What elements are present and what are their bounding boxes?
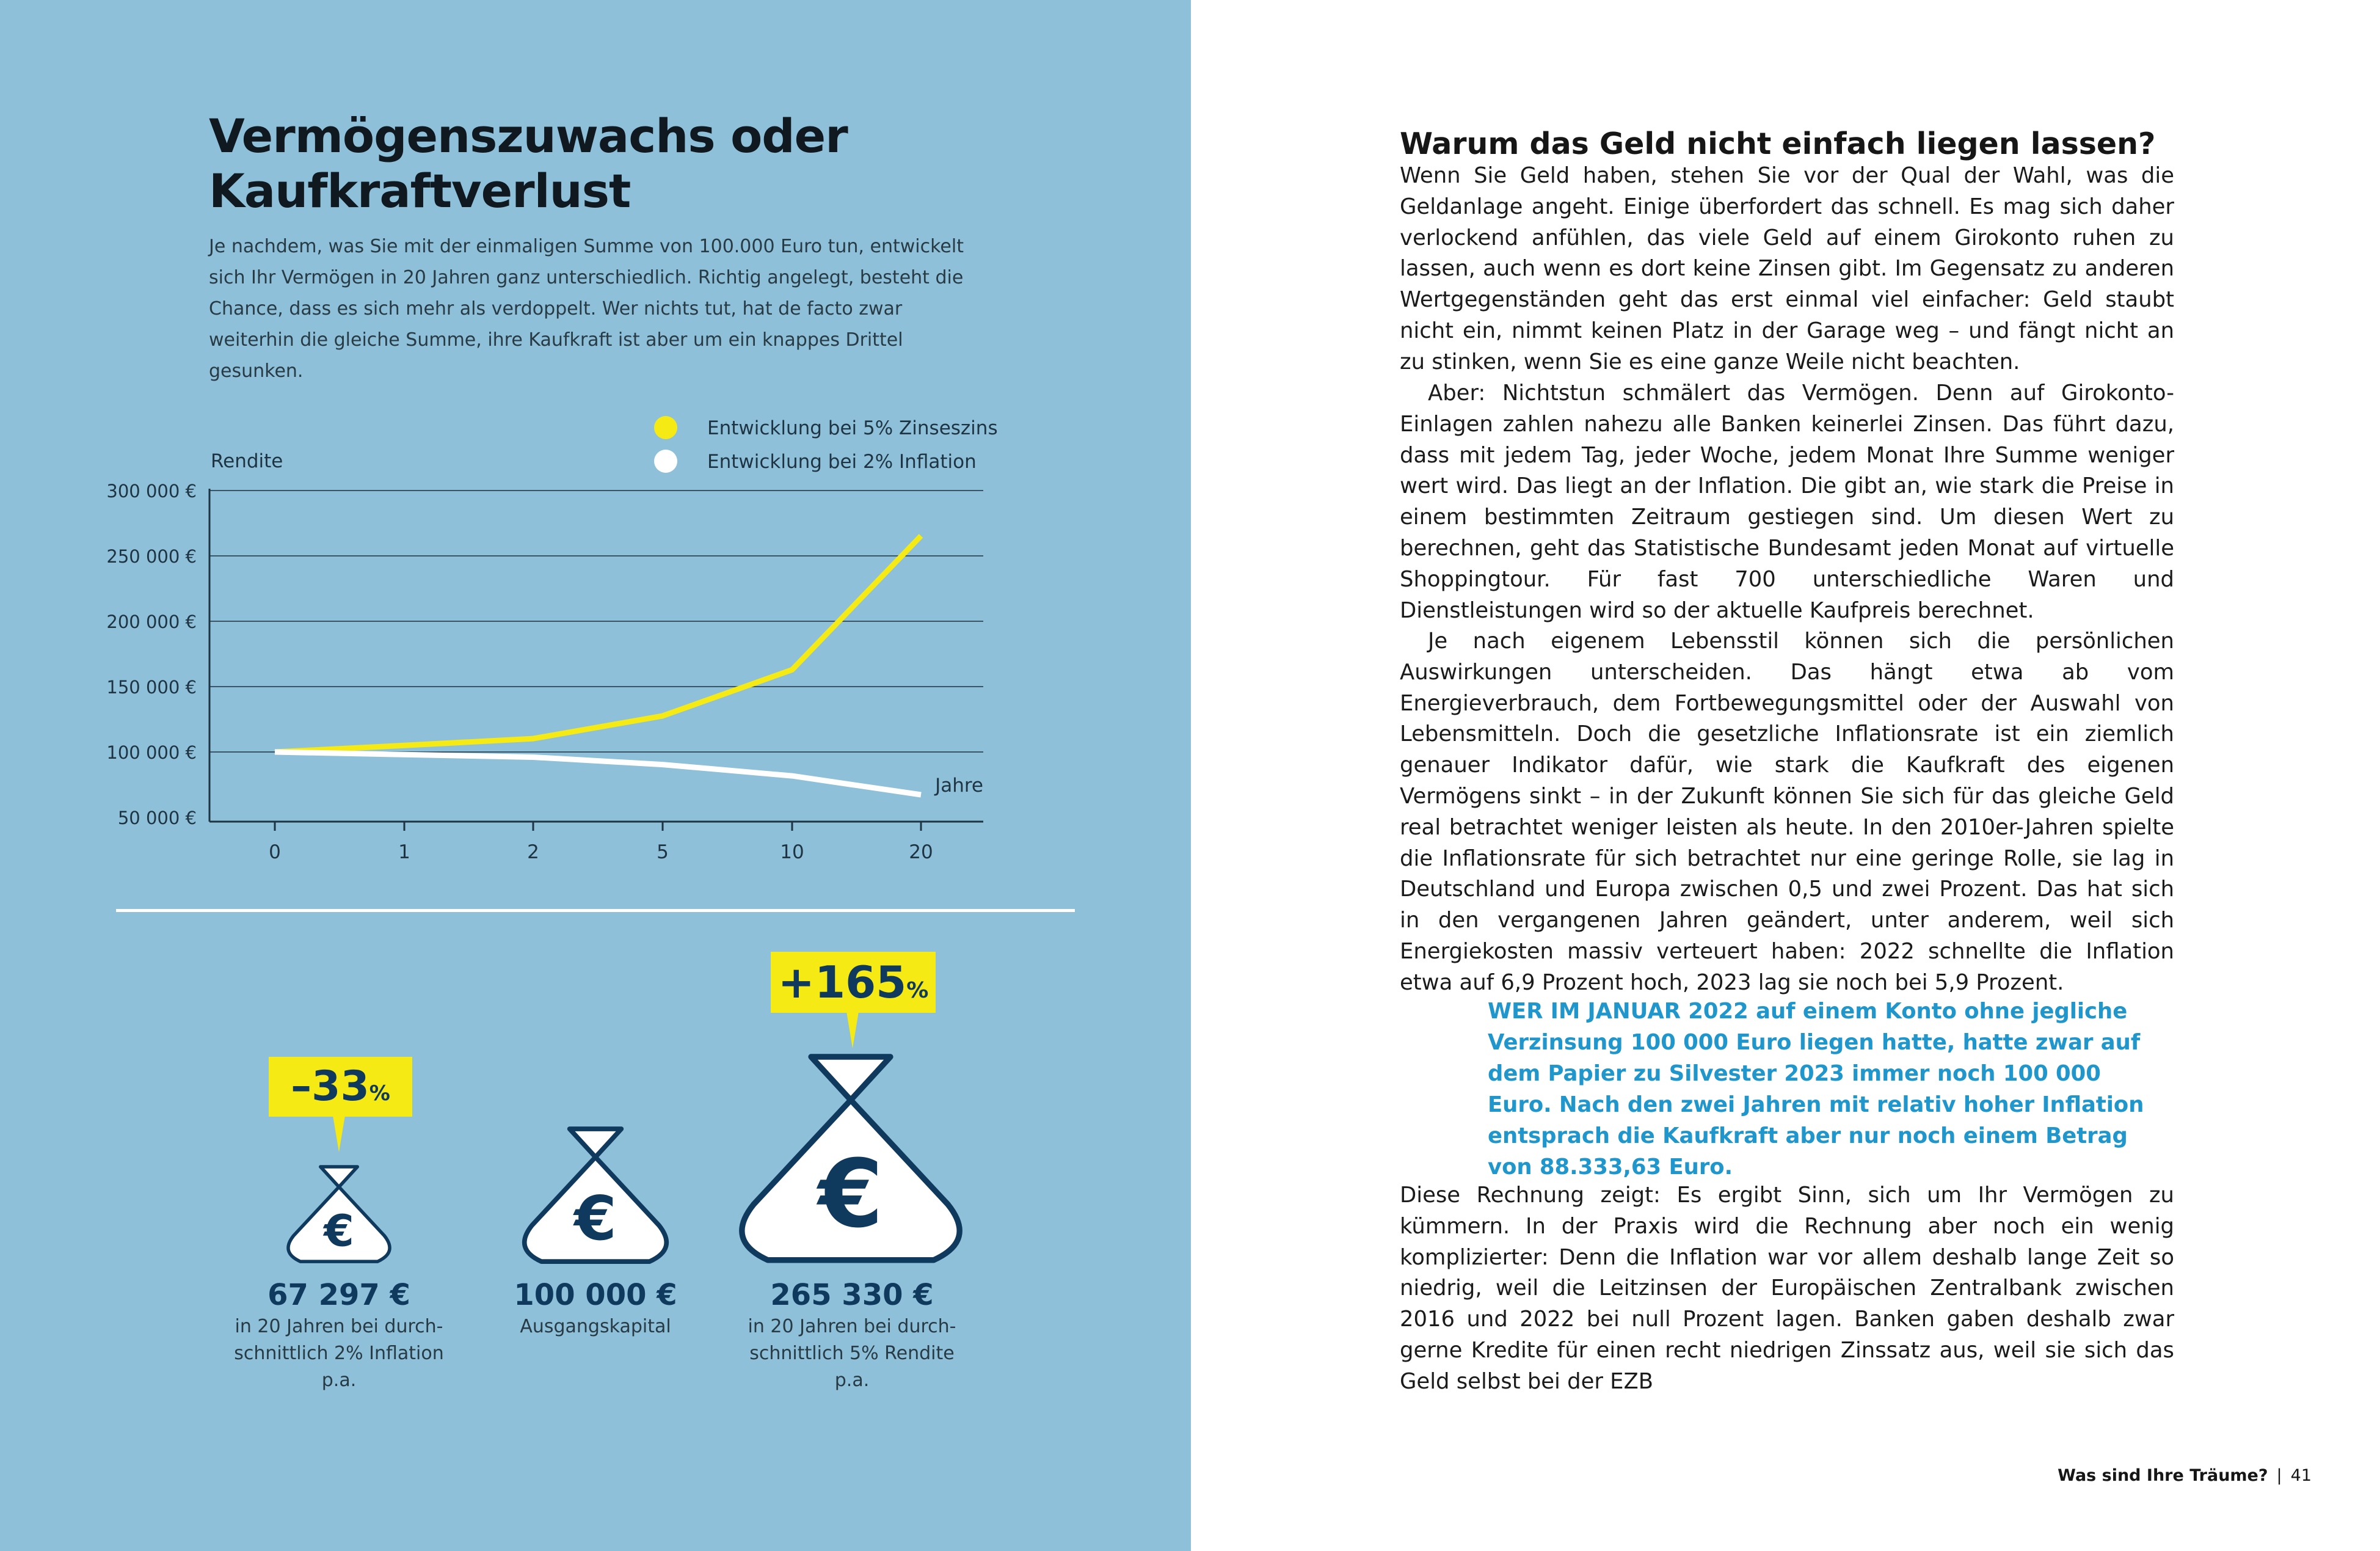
stat-return-caption-2: schnittlich 5% Rendite p.a. [749, 1343, 955, 1391]
stat-inflation [217, 1277, 461, 1394]
legend-label: Entwicklung bei 2% Inflation [707, 451, 977, 473]
x-tick-label: 2 [527, 841, 539, 863]
stat-start-capital-caption: Ausgangskapital [520, 1316, 671, 1337]
article-page [1191, 0, 2380, 1551]
highlight-quote: WER IM JANUAR 2022 auf einem Konto ohne jegliche Verzinsung 100 000 Euro liegen hatte, hatte zwar auf dem Papier zu Silvester 2023 immer noch 100 000 Euro. Nach den zwei Jahren mit relativ hoher Inflation entsprach die Kaufkraft aber nur noch einem Betrag von 88.333,63 Euro. [1488, 999, 2144, 1180]
y-tick-label: 150 000 € [106, 677, 197, 698]
article-paragraph-2: Aber: Nichtstun schmälert das Vermögen. Denn auf Girokonto-Einlagen zahlen nahezu alle Banken keinerlei Zinsen. Das führt dazu, dass mit jedem Tag, jeder Woche, jedem Monat Ihre Summe weniger wert wird. Das liegt an der Inflation. Die gibt an, wie stark die Preise in einem bestimmten Zeitraum gestiegen sind. Um diesen Wert zu berechnen, geht das Statistische Bundesamt jeden Monat auf virtuelle Shoppingtour. Für fast 700 unterschiedliche Waren und Dienstleistungen wird so der aktuelle Kaufpreis berechnet. [1400, 381, 2174, 623]
y-tick-label: 300 000 € [106, 481, 197, 502]
footer-section-title: Was sind Ihre Träume? [2058, 1466, 2268, 1485]
callout-loss-unit: % [369, 1081, 390, 1106]
infographic-intro: Je nachdem, was Sie mit der einmaligen Summe von 100.000 Euro tun, entwickelt sich Ihr Vermögen in 20 Jahren ganz unterschiedlich. Richtig angelegt, besteht die Chance, dass es sich mehr als verdoppelt. Wer nichts tut, hat de facto zwar weiterhin die gleiche Summe, ihre Kaufkraft ist aber um ein knappes Drittel gesunken. [209, 236, 964, 382]
stat-start-capital-amount: 100 000 € [514, 1278, 677, 1312]
stat-return-caption-1: in 20 Jahren bei durch- [748, 1316, 956, 1337]
y-axis-label: Rendite [211, 450, 283, 472]
y-tick-label: 250 000 € [106, 546, 197, 567]
stat-return-amount: 265 330 € [770, 1278, 934, 1312]
stat-start-capital [473, 1277, 718, 1340]
article-paragraph-3: Je nach eigenem Lebensstil können sich die persönlichen Auswirkungen unterscheiden. Das hängt etwa ab vom Energieverbrauch, dem Fortbewegungsmittel oder der Auswahl von Lebensmitteln. Doch die gesetzliche Inflationsrate ist ein ziemlich genauer Indikator dafür, wie stark die Kaufkraft des eigenen Vermögens sinkt – in der Zukunft können Sie sich für das gleiche Geld real betrachtet weniger leisten als heute. In den 2010er-Jahren spielte die Inflationsrate für sich betrachtet nur eine geringe Rolle, sie lag in Deutschland und Europa zwischen 0,5 und zwei Prozent. Das hat sich in den vergangenen Jahren geändert, unter anderem, weil sich Energiekosten massiv verteuert haben: 2022 schnellte die Inflation etwa auf 6,9 Prozent hoch, 2023 lag sie noch bei 5,9 Prozent. [1400, 629, 2174, 995]
svg-text:€: € [574, 1182, 617, 1254]
euro-money-bag-icon [742, 1057, 959, 1260]
infographic-title-line-1: Vermögenszuwachs oder [209, 109, 848, 163]
stat-return [730, 1277, 974, 1394]
svg-text:€: € [324, 1205, 354, 1257]
callout-loss-pointer [333, 1115, 345, 1152]
svg-text:€: € [818, 1140, 884, 1249]
x-tick-label: 10 [780, 841, 804, 863]
y-tick-label: 200 000 € [106, 611, 197, 632]
x-axis-label: Jahre [935, 775, 983, 797]
stat-inflation-caption-2: schnittlich 2% Inflation p.a. [234, 1343, 444, 1391]
page-footer [2058, 1466, 2312, 1485]
callout-loss-value: –33 [291, 1062, 369, 1111]
stat-inflation-amount: 67 297 € [267, 1278, 410, 1312]
x-tick-label: 1 [398, 841, 410, 863]
legend-label: Entwicklung bei 5% Zinseszins [707, 417, 998, 439]
stat-inflation-caption-1: in 20 Jahren bei durch- [235, 1316, 443, 1337]
callout-gain-pointer [846, 1012, 859, 1048]
x-tick-label: 20 [909, 841, 933, 863]
euro-money-bag-icon [525, 1129, 667, 1261]
article-paragraph-1: Wenn Sie Geld haben, stehen Sie vor der Qual der Wahl, was die Geldanlage angeht. Einige überfordert das schnell. Es mag sich daher verlockend anfühlen, das viele Geld auf einem Girokonto ruhen zu lassen, auch wenn es dort keine Zinsen gibt. Im Gegensatz zu anderen Wertgegenständen geht das erst einmal viel einfacher: Geld staubt nicht ein, nimmt keinen Platz in der Garage weg – und fängt nicht an zu stinken, wenn Sie es eine ganze Weile nicht beachten. [1400, 163, 2174, 374]
x-tick-label: 0 [269, 841, 281, 863]
page-number: 41 [2290, 1466, 2312, 1485]
y-tick-label: 100 000 € [106, 742, 197, 763]
footer-separator: | [2276, 1466, 2282, 1485]
callout-gain-value: +165 [777, 957, 907, 1008]
x-tick-label: 5 [657, 841, 669, 863]
callout-gain-unit: % [906, 978, 929, 1003]
infographic-title-line-2: Kaufkraftverlust [209, 164, 631, 218]
article-paragraph-4: Diese Rechnung zeigt: Es ergibt Sinn, sich um Ihr Vermögen zu kümmern. In der Praxis wird die Rechnung aber noch ein wenig komplizierter: Denn die Inflation war vor allem deshalb lange Zeit so niedrig, weil die Leitzinsen der Europäischen Zentralbank zwischen 2016 und 2022 bei null Prozent lagen. Banken gaben deshalb zwar gerne Kredite für einen recht niedrigen Zinssatz aus, weil sie sich das Geld selbst bei der EZB [1400, 1183, 2174, 1394]
article-heading: Warum das Geld nicht einfach liegen lassen? [1400, 126, 2156, 161]
euro-money-bag-icon [288, 1167, 390, 1261]
y-tick-label: 50 000 € [117, 808, 197, 828]
